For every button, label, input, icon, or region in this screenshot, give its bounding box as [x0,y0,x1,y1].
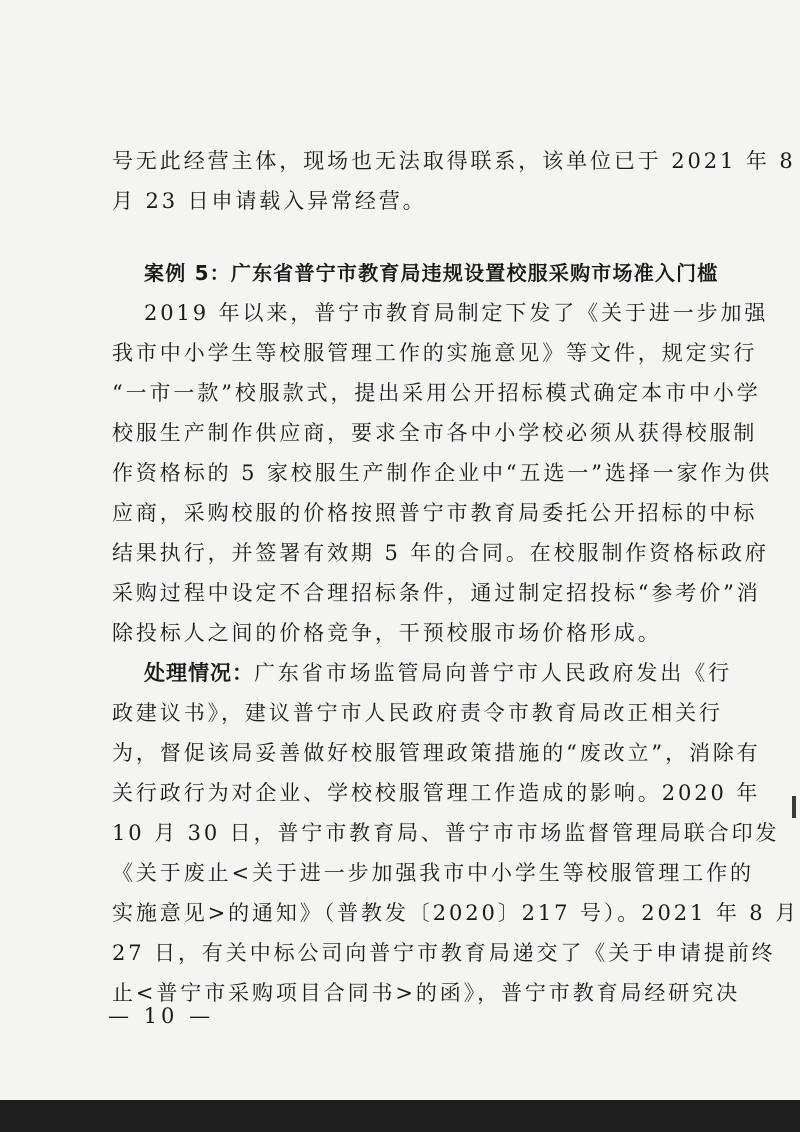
body-line: 月 23 日申请载入异常经营。 [112,189,427,213]
body-line: 关行政行为对企业、学校校服管理工作造成的影响。2020 年 [112,781,761,805]
body-line: 我市中小学生等校服管理工作的实施意见》等文件，规定实行 [112,341,758,365]
body-line: 《关于废止<关于进一步加强我市中小学生等校服管理工作的 [112,861,754,885]
case-heading: 案例 5：广东省普宁市教育局违规设置校服采购市场准入门槛 [144,261,719,285]
body-line: “一市一款”校服款式，提出采用公开招标模式确定本市中小学 [112,381,761,405]
handling-paragraph-first-line [144,658,732,688]
body-line: 10 月 30 日，普宁市教育局、普宁市市场监督管理局联合印发 [112,821,780,845]
body-line: 校服生产制作供应商，要求全市各中小学校必须从获得校服制 [112,421,758,445]
body-line: 2019 年以来，普宁市教育局制定下发了《关于进一步加强 [144,301,769,325]
page-number: — 10 — [108,1004,215,1028]
handling-text: 广东省市场监管局向普宁市人民政府发出《行 [254,661,732,685]
body-line: 实施意见>的通知》（普教发〔2020〕217 号）。2021 年 8 月 [112,901,800,925]
body-line: 为，督促该局妥善做好校服管理政策措施的“废改立”，消除有 [112,741,761,765]
body-line: 除投标人之间的价格竞争，干预校服市场价格形成。 [112,621,662,645]
body-line: 应商，采购校服的价格按照普宁市教育局委托公开招标的中标 [112,501,758,525]
body-line: 政建议书》，建议普宁市人民政府责令市教育局改正相关行 [112,701,723,725]
body-line: 作资格标的 5 家校服生产制作企业中“五选一”选择一家作为供 [112,461,773,485]
body-line: 号无此经营主体，现场也无法取得联系，该单位已于 2021 年 8 [112,149,796,173]
body-line: 27 日，有关中标公司向普宁市教育局递交了《关于申请提前终 [112,941,776,965]
handling-lead: 处理情况： [144,661,254,685]
body-line: 采购过程中设定不合理招标条件，通过制定招投标“参考价”消 [112,581,761,605]
body-line: 结果执行，并签署有效期 5 年的合同。在校服制作资格标政府 [112,541,769,565]
scan-edge-mark [792,796,796,818]
body-line: 止<普宁市采购项目合同书>的函》，普宁市教育局经研究决 [112,981,740,1005]
scan-bottom-bar [0,1100,800,1132]
